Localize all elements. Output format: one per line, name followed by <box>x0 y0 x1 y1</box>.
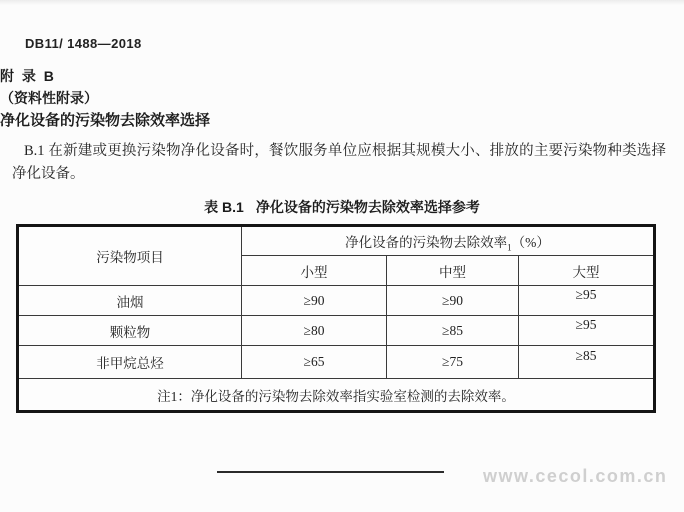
cell-medium: ≥85 <box>387 316 519 346</box>
cell-small: ≥80 <box>242 316 387 346</box>
doc-number: DB11/ 1488—2018 <box>25 36 142 51</box>
cell-large-value: ≥95 <box>575 286 597 302</box>
cell-item: 油烟 <box>18 286 242 316</box>
table-caption-label: 表 B.1 <box>204 199 244 215</box>
cell-large-value: ≥95 <box>575 316 597 332</box>
scan-edge-shadow <box>0 0 684 5</box>
cell-large <box>519 286 655 316</box>
efficiency-table <box>16 224 656 413</box>
table-row <box>18 346 655 379</box>
table-note-row <box>18 379 655 412</box>
header-cell-large: 大型 <box>519 256 655 286</box>
table-header-row-group <box>18 226 655 256</box>
watermark-text: www.cecol.com.cn <box>483 466 668 486</box>
header-group-title: 净化设备的污染物去除效率 <box>345 235 508 250</box>
header-footnote-marker: 1 <box>507 242 512 253</box>
table-caption <box>0 197 684 217</box>
table-row <box>18 316 655 346</box>
cell-item: 颗粒物 <box>18 316 242 346</box>
table-note: 注1：净化设备的污染物去除效率指实验室检测的去除效率。 <box>18 379 655 412</box>
cell-large-value: ≥85 <box>575 348 597 363</box>
cell-medium: ≥90 <box>387 286 519 316</box>
cell-item: 非甲烷总烃 <box>18 346 242 379</box>
header-cell-medium: 中型 <box>387 256 519 286</box>
footer-divider-line <box>217 471 444 473</box>
table-row <box>18 286 655 316</box>
cell-large <box>519 346 655 379</box>
header-cell-efficiency-group <box>242 226 655 256</box>
header-group-unit: （%） <box>511 235 550 250</box>
header-cell-item: 污染物项目 <box>18 226 242 286</box>
header-cell-small: 小型 <box>242 256 387 286</box>
cell-medium: ≥75 <box>387 346 519 379</box>
cell-small: ≥90 <box>242 286 387 316</box>
table-caption-text: 净化设备的污染物去除效率选择参考 <box>255 199 480 215</box>
cell-large <box>519 316 655 346</box>
cell-small: ≥65 <box>242 346 387 379</box>
appendix-heading: 净化设备的污染物去除效率选择 <box>0 112 211 129</box>
appendix-title: 附 录 B <box>0 68 56 84</box>
appendix-subtitle: （资料性附录） <box>0 90 98 106</box>
clause-b1-paragraph: B.1 在新建或更换污染物净化设备时，餐饮服务单位应根据其规模大小、排放的主要污染物种类选择净化设备。 <box>12 143 666 182</box>
